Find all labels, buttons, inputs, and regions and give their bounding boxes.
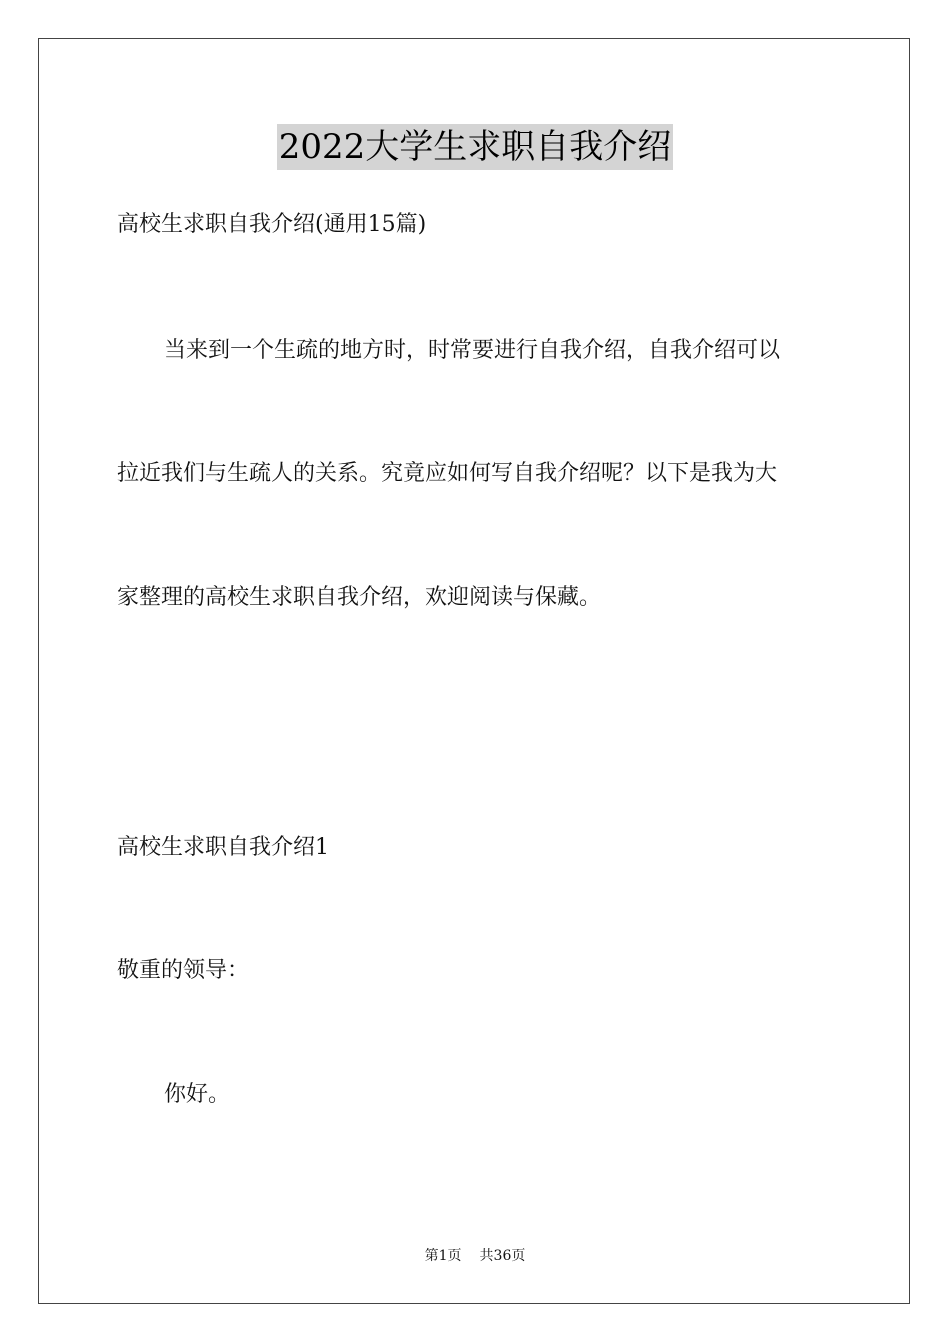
greeting: 你好。 [164, 1082, 231, 1107]
intro-line-1: 当来到一个生疏的地方时，时常要进行自我介绍，自我介绍可以 [164, 338, 781, 363]
document-title: 2022大学生求职自我介绍 [277, 124, 674, 170]
title-container [0, 124, 950, 170]
total-pages: 共36页 [479, 1248, 526, 1264]
page-number: 第1页 [424, 1248, 462, 1264]
salutation: 敬重的领导： [117, 958, 250, 983]
intro-line-2: 拉近我们与生疏人的关系。究竟应如何写自我介绍呢？以下是我为大 [117, 461, 778, 486]
page-footer [0, 1246, 950, 1266]
intro-line-3: 家整理的高校生求职自我介绍，欢迎阅读与保藏。 [117, 585, 602, 610]
document-subtitle: 高校生求职自我介绍(通用15篇) [117, 212, 427, 237]
section-heading: 高校生求职自我介绍1 [117, 835, 329, 860]
